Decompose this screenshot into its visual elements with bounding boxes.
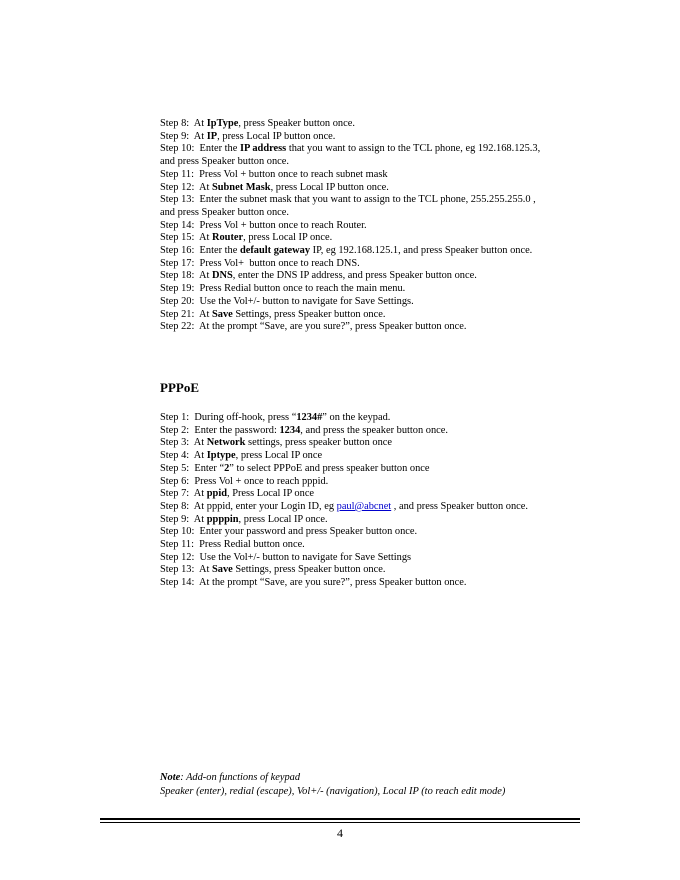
step-keyword: Save	[211, 564, 233, 576]
step-text: Step 14: Press Vol + button once to reach Router.	[160, 219, 367, 231]
network-steps-list	[160, 118, 540, 334]
step-keyword: 2	[224, 462, 230, 474]
step-line	[160, 321, 540, 334]
pppoe-heading: PPPoE	[160, 380, 199, 395]
step-line	[160, 437, 528, 450]
step-text: Step 9: At	[160, 130, 207, 142]
step-text: Step 13: At	[160, 564, 212, 576]
step-text: Step 21: At	[160, 308, 212, 320]
step-keyword: Save	[211, 308, 233, 320]
step-text: Step 4: At	[160, 450, 207, 462]
step-line	[160, 207, 540, 220]
step-line	[160, 182, 540, 195]
step-text: Step 9: At	[160, 513, 207, 525]
step-text: Step 6: Press Vol + once to reach pppid.	[160, 475, 329, 487]
step-text: Step 1: During off-hook, press “	[160, 412, 297, 423]
step-text: , press Local IP button once.	[270, 181, 389, 193]
step-line	[160, 450, 528, 463]
step-keyword: IP address	[239, 143, 287, 155]
step-text: Settings, press Speaker button once.	[232, 564, 386, 576]
step-text: Step 11: Press Redial button once.	[160, 539, 305, 551]
step-line	[160, 169, 540, 182]
step-keyword: Iptype	[206, 450, 236, 462]
step-line	[160, 564, 528, 577]
step-text: , enter the DNS IP address, and press Speaker button once.	[232, 270, 477, 282]
page-number: 4	[337, 826, 343, 840]
step-text: IP, eg 192.168.125.1, and press Speaker button once.	[310, 245, 533, 257]
step-text: , press Local IP once.	[238, 513, 328, 525]
step-text: Step 11: Press Vol + button once to reach subnet mask	[160, 168, 388, 180]
step-line	[160, 412, 528, 425]
step-line	[160, 526, 528, 539]
email-link[interactable]: paul@abcnet	[336, 500, 392, 512]
step-keyword: Subnet Mask	[211, 181, 271, 193]
step-keyword: IP	[206, 130, 218, 142]
step-line	[160, 131, 540, 144]
step-keyword: ppid	[206, 488, 227, 500]
step-text: , press Local IP once	[235, 450, 323, 462]
step-keyword: Router	[211, 232, 244, 244]
step-text: Step 7: At	[160, 488, 207, 500]
step-text: Step 12: At	[160, 181, 212, 193]
step-keyword: default gateway	[239, 245, 311, 257]
step-line	[160, 514, 528, 527]
step-text: , press Speaker button once.	[238, 118, 355, 129]
step-text: Step 20: Use the Vol+/- button to navigate for Save Settings.	[160, 295, 414, 307]
step-text: and press Speaker button once.	[160, 156, 289, 168]
step-text: Step 16: Enter the	[160, 245, 240, 257]
step-keyword: ppppin	[206, 513, 239, 525]
step-line	[160, 245, 540, 258]
step-text: Settings, press Speaker button once.	[232, 308, 386, 320]
step-text: , press Local IP button once.	[217, 130, 336, 142]
step-line	[160, 425, 528, 438]
pppoe-steps-list	[160, 412, 528, 590]
step-text: Step 18: At	[160, 270, 212, 282]
step-text: Step 3: At	[160, 437, 207, 449]
step-text: Step 10: Enter the	[160, 143, 240, 155]
step-line	[160, 539, 528, 552]
keypad-note	[160, 771, 505, 799]
step-line	[160, 501, 528, 514]
note-intro: : Add-on functions of keypad	[180, 772, 301, 783]
step-text: Step 10: Enter your password and press Speaker button once.	[160, 526, 418, 538]
step-line	[160, 476, 528, 489]
step-line	[160, 552, 528, 565]
step-text: settings, press speaker button once	[245, 437, 393, 449]
step-text: Step 8: At pppid, enter your Login ID, eg	[160, 500, 337, 512]
step-text: Step 8: At	[160, 118, 207, 129]
step-line	[160, 577, 528, 590]
step-text: Step 13: Enter the subnet mask that you want to assign to the TCL phone, 255.255.255.0 ,	[160, 194, 536, 206]
note-line-2: Speaker (enter), redial (escape), Vol+/- (navigation), Local IP (to reach edit mode)	[160, 786, 506, 797]
step-line	[160, 488, 528, 501]
step-line	[160, 270, 540, 283]
step-text: Step 12: Use the Vol+/- button to navigate for Save Settings	[160, 551, 412, 563]
step-text: that you want to assign to the TCL phone, eg 192.168.125.3,	[286, 143, 541, 155]
step-text: ” on the keypad.	[322, 412, 391, 423]
step-line	[160, 309, 540, 322]
step-text: Step 19: Press Redial button once to reach the main menu.	[160, 283, 406, 295]
step-keyword: DNS	[211, 270, 233, 282]
step-line	[160, 232, 540, 245]
step-line	[160, 156, 540, 169]
step-text: , press Local IP once.	[243, 232, 333, 244]
step-text: Step 5: Enter “	[160, 462, 225, 474]
step-text: , and press the speaker button once.	[300, 424, 448, 436]
step-keyword: 1234#	[296, 412, 323, 423]
step-text: ” to select PPPoE and press speaker button once	[229, 462, 430, 474]
step-line	[160, 283, 540, 296]
step-line	[160, 194, 540, 207]
footer-rule-thin	[100, 822, 580, 823]
step-line	[160, 463, 528, 476]
footer-rule-thick	[100, 818, 580, 820]
note-label: Note	[160, 772, 181, 783]
step-text: Step 2: Enter the password:	[160, 424, 280, 436]
step-text: , Press Local IP once	[227, 488, 315, 500]
step-keyword: 1234	[279, 424, 301, 436]
step-text: , and press Speaker button once.	[391, 500, 528, 512]
step-line	[160, 220, 540, 233]
step-text: Step 17: Press Vol+ button once to reach DNS.	[160, 257, 360, 269]
step-line	[160, 296, 540, 309]
step-line	[160, 258, 540, 271]
step-text: Step 22: At the prompt “Save, are you sure?”, press Speaker button once.	[160, 321, 467, 333]
step-line	[160, 118, 540, 131]
note-line-1	[160, 771, 505, 785]
step-text: and press Speaker button once.	[160, 206, 289, 218]
step-keyword: IpType	[206, 118, 239, 129]
step-text: Step 14: At the prompt “Save, are you sure?”, press Speaker button once.	[160, 577, 467, 589]
step-line	[160, 143, 540, 156]
step-keyword: Network	[206, 437, 246, 449]
step-text: Step 15: At	[160, 232, 212, 244]
